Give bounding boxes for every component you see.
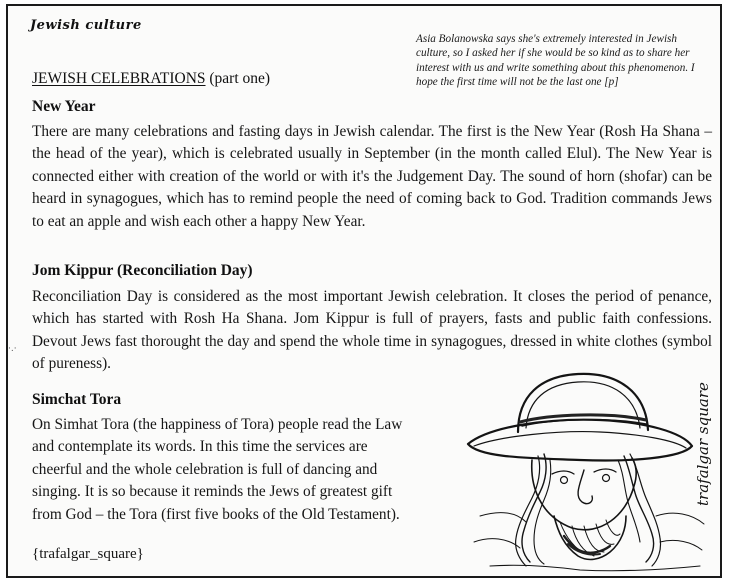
magazine-page <box>6 4 722 578</box>
article-headline-suffix: (part one) <box>209 70 271 87</box>
section-body-jom-kippur: Reconciliation Day is considered as the most important Jewish celebration. It closes the period of penance, which has started with Rosh Ha Shana. Jom Kippur is full of prayers, fasts and public faith confessions. Devout Jews fast thorought the day and spend the whole time in synagogues, dressed in white clothes (symbol of pureness). <box>32 288 712 373</box>
section-body-simchat-tora: On Simhat Tora (the happiness of Tora) people read the Law and contemplate its words. In this time the services are cheerful and the whole celebration is full of dancing and singing. It is so because it reminds the Jews of greatest gift from God – the Tora (first five books of the Old Testament). <box>32 416 403 523</box>
illustration-signature: trafalgar square <box>694 382 712 506</box>
section-body-new-year: There are many celebrations and fasting days in Jewish calendar. The first is the New Year (Rosh Ha Shana – the head of the year), which is celebrated usually in September (in the month called Elul). The New Year is connected either with creation of the world or with it's the Judgement Day. The sound of horn (shofar) can be heard in synagogues, which has to remind people the need of coming back to God. Tradition commands Jews to eat an apple and wish each other a happy New Year. <box>32 123 712 230</box>
rabbi-sketch-illustration <box>460 366 720 574</box>
article-headline-row <box>32 70 270 88</box>
section-heading-simchat-tora: Simchat Tora <box>32 391 122 408</box>
editor-intro-note: Asia Bolanowska says she's extremely interested in Jewish culture, so I asked her if she would be so kind as to share her interest with us and write something about this phenomenon. I hope the first time will not be the last one [p] <box>416 33 695 88</box>
section-heading-jom-kippur: Jom Kippur (Reconciliation Day) <box>32 262 253 279</box>
section-tag: Jewish culture <box>30 18 142 33</box>
author-signoff: {trafalgar_square} <box>32 546 144 562</box>
section-heading-new-year: New Year <box>32 98 96 115</box>
nose <box>578 470 592 504</box>
scan-edge-marks: ·.· <box>8 344 17 354</box>
hat-brim <box>468 420 692 461</box>
article-headline: JEWISH CELEBRATIONS <box>32 70 206 87</box>
